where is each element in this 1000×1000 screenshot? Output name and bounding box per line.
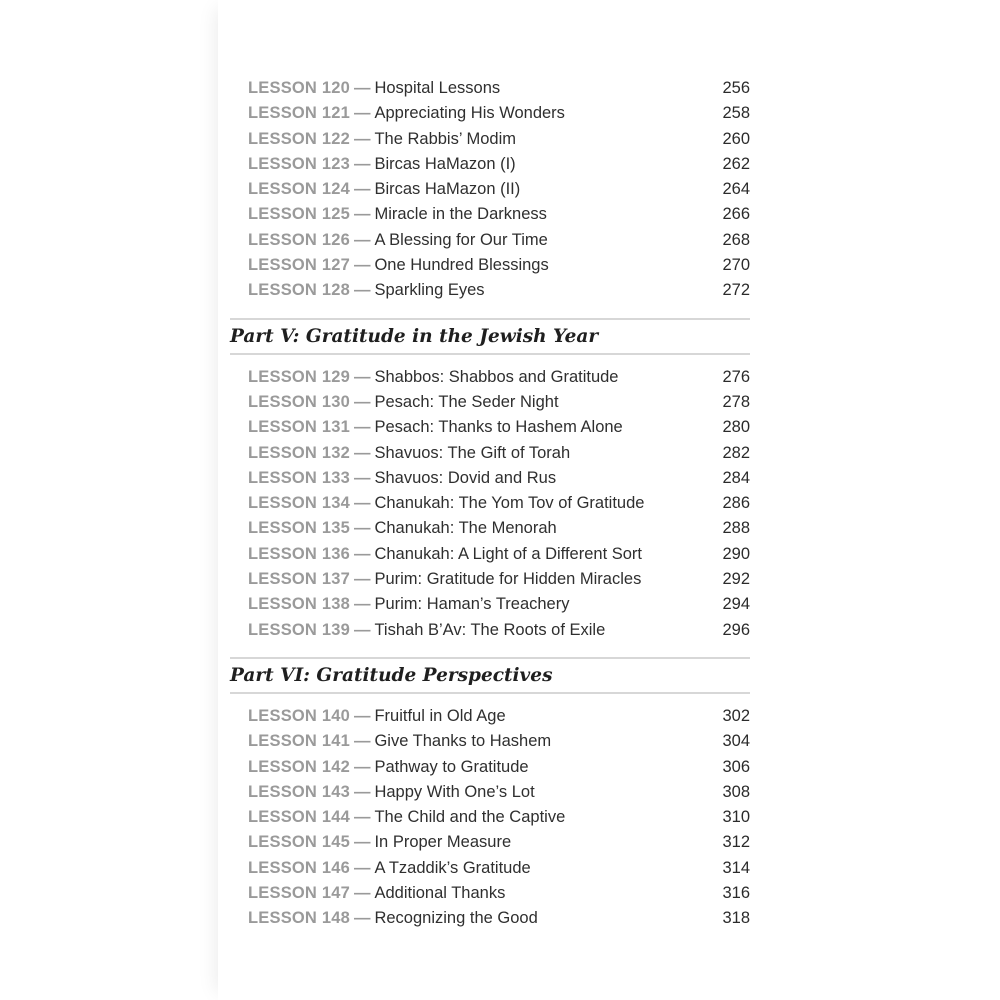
lesson-title: Pesach: The Seder Night — [374, 392, 559, 411]
lesson-title: Chanukah: The Yom Tov of Gratitude — [374, 494, 645, 513]
toc-entry-text — [248, 466, 556, 491]
lesson-title: Bircas HaMazon (I) — [374, 154, 516, 173]
toc-entry — [230, 466, 750, 491]
lesson-number: LESSON 138 — [248, 595, 350, 614]
page-number: 286 — [722, 494, 750, 513]
lesson-title: A Tzaddik’s Gratitude — [374, 858, 531, 877]
em-dash-separator: — — [353, 706, 371, 725]
toc-entry — [230, 516, 750, 541]
lesson-number: LESSON 123 — [248, 154, 350, 173]
em-dash-separator: — — [353, 443, 371, 462]
em-dash-separator: — — [353, 281, 371, 300]
lesson-number: LESSON 137 — [248, 570, 350, 589]
em-dash-separator: — — [353, 230, 371, 249]
page-number: 282 — [722, 443, 750, 462]
em-dash-separator: — — [353, 757, 371, 776]
toc-entry — [230, 755, 750, 780]
lesson-title: Sparkling Eyes — [374, 281, 485, 300]
toc-entry — [230, 101, 750, 126]
em-dash-separator: — — [353, 858, 371, 877]
toc-entry-text — [248, 729, 551, 754]
lesson-number: LESSON 143 — [248, 782, 350, 801]
lesson-title: Give Thanks to Hashem — [374, 732, 552, 751]
em-dash-separator: — — [353, 620, 371, 639]
toc-entry — [230, 491, 750, 516]
lesson-title: The Rabbis’ Modim — [374, 129, 516, 148]
toc-entry-text — [248, 881, 505, 906]
em-dash-separator: — — [353, 256, 371, 275]
lesson-title: Pesach: Thanks to Hashem Alone — [374, 418, 623, 437]
toc-entry — [230, 906, 750, 931]
part-heading-block — [230, 657, 750, 694]
lesson-number: LESSON 147 — [248, 884, 350, 903]
toc-entry-text — [248, 516, 557, 541]
lesson-title: Additional Thanks — [374, 884, 506, 903]
toc-entry — [230, 729, 750, 754]
page-number: 262 — [722, 154, 750, 173]
lesson-number: LESSON 135 — [248, 519, 350, 538]
lesson-number: LESSON 136 — [248, 544, 350, 563]
toc-entry-text — [248, 618, 605, 643]
em-dash-separator: — — [353, 519, 371, 538]
toc-entry — [230, 881, 750, 906]
lesson-title: Purim: Gratitude for Hidden Miracles — [374, 570, 642, 589]
toc-entry — [230, 441, 750, 466]
em-dash-separator: — — [353, 884, 371, 903]
toc-entry-text — [248, 127, 516, 152]
lesson-number: LESSON 145 — [248, 833, 350, 852]
page-number: 302 — [722, 706, 750, 725]
part-title: Part VI: Gratitude Perspectives — [230, 664, 553, 686]
lesson-number: LESSON 134 — [248, 494, 350, 513]
toc-entry — [230, 805, 750, 830]
toc-entry-text — [248, 542, 642, 567]
toc-entry-text — [248, 228, 548, 253]
page-number: 272 — [722, 281, 750, 300]
table-of-contents — [230, 76, 750, 932]
toc-entry-text — [248, 780, 535, 805]
page-number: 310 — [722, 808, 750, 827]
lesson-number: LESSON 127 — [248, 256, 350, 275]
toc-entry — [230, 592, 750, 617]
toc-entry-text — [248, 390, 559, 415]
toc-entry — [230, 856, 750, 881]
toc-entry-text — [248, 567, 641, 592]
em-dash-separator: — — [353, 418, 371, 437]
page-number: 296 — [722, 620, 750, 639]
lesson-number: LESSON 140 — [248, 706, 350, 725]
lesson-number: LESSON 124 — [248, 180, 350, 199]
toc-entry-text — [248, 76, 500, 101]
lesson-title: Bircas HaMazon (II) — [374, 180, 521, 199]
page-number: 306 — [722, 757, 750, 776]
em-dash-separator: — — [353, 595, 371, 614]
lesson-number: LESSON 139 — [248, 620, 350, 639]
page-number: 276 — [722, 367, 750, 386]
page-number: 316 — [722, 884, 750, 903]
em-dash-separator: — — [353, 808, 371, 827]
em-dash-separator: — — [353, 909, 371, 928]
em-dash-separator: — — [353, 205, 371, 224]
toc-entry-text — [248, 202, 547, 227]
page-number: 260 — [722, 129, 750, 148]
toc-entry-text — [248, 253, 549, 278]
lesson-number: LESSON 131 — [248, 418, 350, 437]
part-heading-block — [230, 318, 750, 355]
em-dash-separator: — — [353, 570, 371, 589]
page-number: 270 — [722, 256, 750, 275]
lesson-list — [230, 704, 750, 932]
lesson-title: Pathway to Gratitude — [374, 757, 529, 776]
toc-entry — [230, 228, 750, 253]
em-dash-separator: — — [353, 154, 371, 173]
lesson-title: Recognizing the Good — [374, 909, 538, 928]
divider-rule — [230, 353, 750, 355]
lesson-number: LESSON 126 — [248, 230, 350, 249]
part-title: Part V: Gratitude in the Jewish Year — [230, 325, 599, 347]
lesson-number: LESSON 133 — [248, 468, 350, 487]
lesson-number: LESSON 122 — [248, 129, 350, 148]
lesson-title: Hospital Lessons — [374, 79, 501, 97]
lesson-title: Shabbos: Shabbos and Gratitude — [374, 367, 619, 386]
lesson-title: Chanukah: The Menorah — [374, 519, 557, 538]
toc-entry — [230, 253, 750, 278]
lesson-number: LESSON 130 — [248, 392, 350, 411]
lesson-number: LESSON 125 — [248, 205, 350, 224]
page-number: 314 — [722, 858, 750, 877]
page-number: 290 — [722, 544, 750, 563]
em-dash-separator: — — [353, 392, 371, 411]
toc-entry-text — [248, 177, 520, 202]
page-number: 294 — [722, 595, 750, 614]
toc-entry-text — [248, 365, 618, 390]
toc-entry — [230, 76, 750, 101]
toc-entry — [230, 177, 750, 202]
em-dash-separator: — — [353, 180, 371, 199]
page-number: 278 — [722, 392, 750, 411]
lesson-number: LESSON 128 — [248, 281, 350, 300]
page-number: 280 — [722, 418, 750, 437]
page-number: 256 — [722, 79, 750, 97]
toc-entry-text — [248, 856, 531, 881]
toc-entry — [230, 152, 750, 177]
page-number: 292 — [722, 570, 750, 589]
lesson-list — [230, 76, 750, 304]
toc-entry — [230, 704, 750, 729]
em-dash-separator: — — [353, 468, 371, 487]
lesson-number: LESSON 146 — [248, 858, 350, 877]
lesson-number: LESSON 121 — [248, 104, 350, 123]
toc-entry — [230, 202, 750, 227]
toc-entry-text — [248, 805, 565, 830]
toc-entry-text — [248, 755, 529, 780]
em-dash-separator: — — [353, 79, 371, 97]
lesson-title: One Hundred Blessings — [374, 256, 549, 275]
page-number: 312 — [722, 833, 750, 852]
toc-entry — [230, 415, 750, 440]
page-number: 318 — [722, 909, 750, 928]
toc-entry-text — [248, 152, 516, 177]
lesson-number: LESSON 129 — [248, 367, 350, 386]
toc-entry — [230, 618, 750, 643]
lesson-number: LESSON 144 — [248, 808, 350, 827]
page-number: 308 — [722, 782, 750, 801]
toc-entry — [230, 542, 750, 567]
lesson-number: LESSON 142 — [248, 757, 350, 776]
lesson-number: LESSON 141 — [248, 732, 350, 751]
page-number: 288 — [722, 519, 750, 538]
em-dash-separator: — — [353, 129, 371, 148]
lesson-title: Miracle in the Darkness — [374, 205, 547, 224]
lesson-title: The Child and the Captive — [374, 808, 566, 827]
page-number: 304 — [722, 732, 750, 751]
lesson-title: Happy With One’s Lot — [374, 782, 535, 801]
em-dash-separator: — — [353, 782, 371, 801]
toc-entry — [230, 365, 750, 390]
em-dash-separator: — — [353, 544, 371, 563]
em-dash-separator: — — [353, 367, 371, 386]
lesson-title: Appreciating His Wonders — [374, 104, 565, 123]
lesson-title: A Blessing for Our Time — [374, 230, 548, 249]
em-dash-separator: — — [353, 732, 371, 751]
lesson-title: Shavuos: Dovid and Rus — [374, 468, 557, 487]
toc-entry-text — [248, 830, 511, 855]
toc-entry-text — [248, 278, 485, 303]
toc-entry-text — [248, 704, 506, 729]
em-dash-separator: — — [353, 494, 371, 513]
toc-entry-text — [248, 592, 569, 617]
lesson-title: In Proper Measure — [374, 833, 512, 852]
lesson-title: Fruitful in Old Age — [374, 706, 506, 725]
toc-entry — [230, 390, 750, 415]
toc-entry — [230, 278, 750, 303]
page-number: 284 — [722, 468, 750, 487]
toc-entry-text — [248, 441, 570, 466]
page-number: 258 — [722, 104, 750, 123]
toc-entry-text — [248, 101, 565, 126]
toc-entry — [230, 127, 750, 152]
lesson-number: LESSON 148 — [248, 909, 350, 928]
toc-entry-text — [248, 415, 623, 440]
book-page — [218, 0, 1000, 1000]
divider-rule — [230, 692, 750, 694]
em-dash-separator: — — [353, 104, 371, 123]
lesson-title: Purim: Haman’s Treachery — [374, 595, 570, 614]
toc-entry — [230, 830, 750, 855]
lesson-title: Shavuos: The Gift of Torah — [374, 443, 571, 462]
page-number: 266 — [722, 205, 750, 224]
lesson-title: Chanukah: A Light of a Different Sort — [374, 544, 643, 563]
em-dash-separator: — — [353, 833, 371, 852]
lesson-number: LESSON 132 — [248, 443, 350, 462]
lesson-title: Tishah B’Av: The Roots of Exile — [374, 620, 606, 639]
toc-entry-text — [248, 491, 644, 516]
page-number: 264 — [722, 180, 750, 199]
lesson-number: LESSON 120 — [248, 79, 350, 97]
toc-entry — [230, 780, 750, 805]
lesson-list — [230, 365, 750, 643]
page-number: 268 — [722, 230, 750, 249]
toc-entry-text — [248, 906, 538, 931]
toc-entry — [230, 567, 750, 592]
